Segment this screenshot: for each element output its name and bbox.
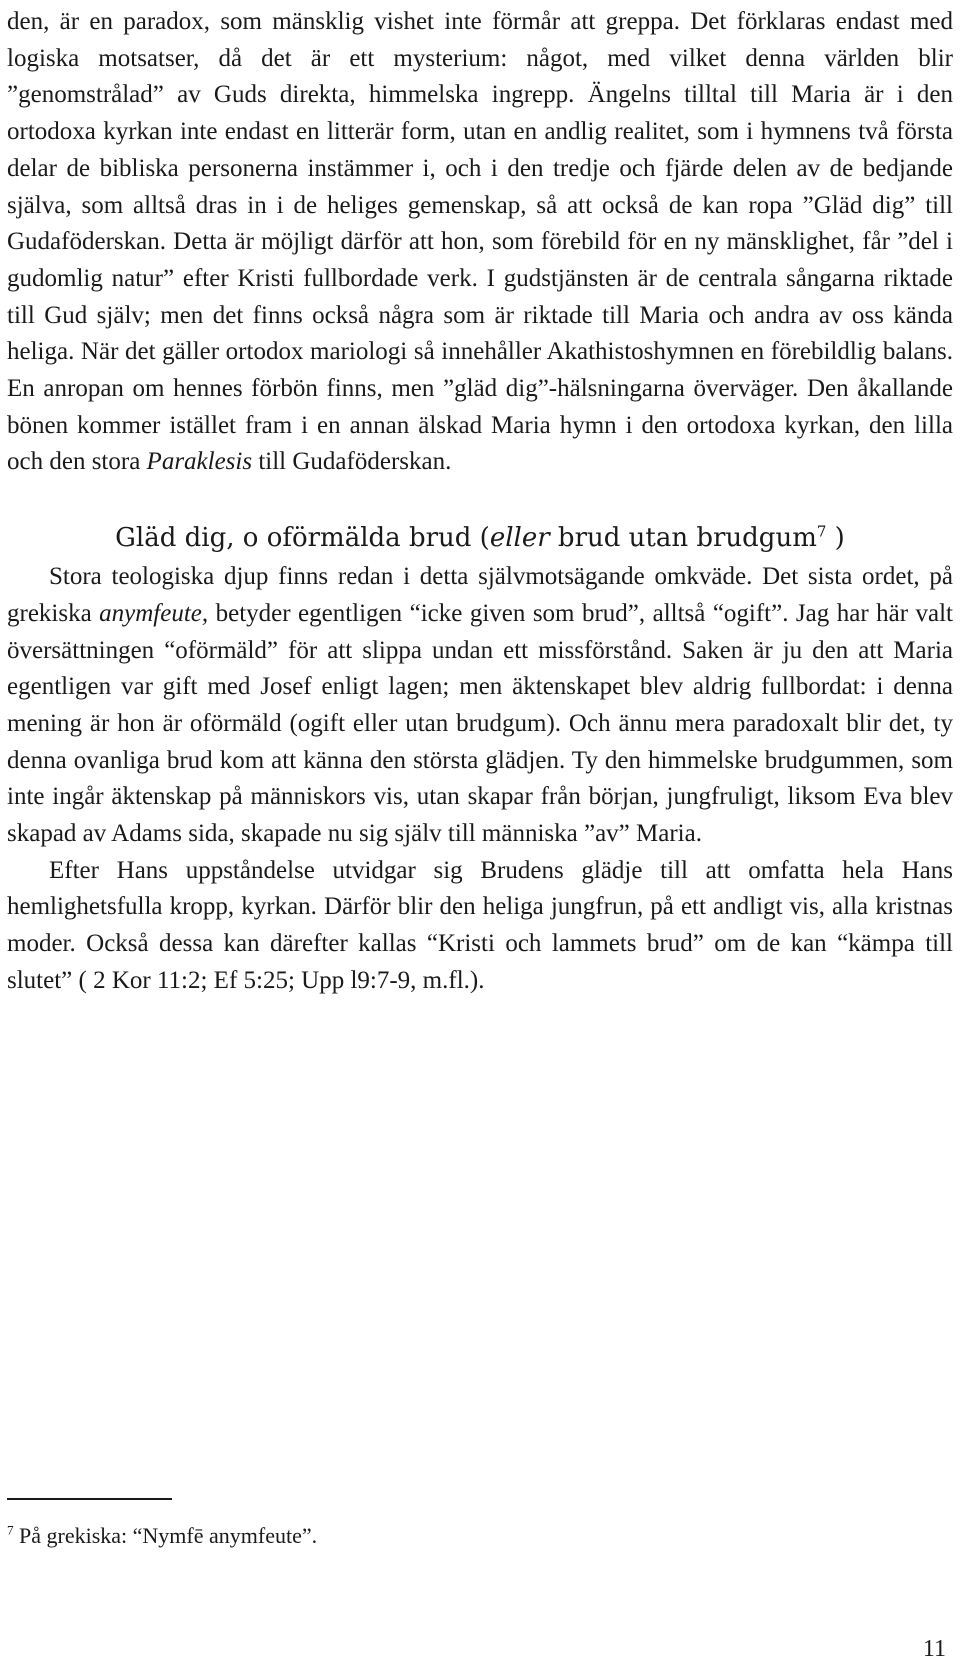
footnote-reference[interactable]: 7 bbox=[816, 522, 827, 541]
footnote bbox=[7, 1521, 317, 1551]
paragraph-theology bbox=[7, 559, 953, 853]
page-number: 11 bbox=[922, 1636, 946, 1662]
paragraph-resurrection-text: Efter Hans uppståndelse utvidgar sig Brudens glädje till att omfatta hela Hans hemlighetsfulla kropp, kyrkan. Därför blir den heliga jungfrun, på ett andligt vis, alla kristnas moder. Också dessa kan därefter kallas “Kristi och lammets brud” om de kan “kämpa till slutet” ( 2 Kor 11:2; Ef 5:25; Upp l9:7-9, m.fl.). bbox=[7, 856, 953, 994]
paragraph-theology-part-2: betyder egentligen “icke given som brud”, alltså “ogift”. Jag har här valt översättningen “oförmäld” för att slippa undan ett missförstånd. Saken är ju den att Maria egentligen var gift med Josef enligt lagen; men äktenskapet blev aldrig fullbordat: i denna mening är hon är oförmäld (ogift eller utan brudgum). Och ännu mera paradoxalt blir det, ty denna ovanliga brud kom att känna den största glädjen. Ty den himmelske brudgummen, som inte ingår äktenskap på människors vis, utan skapar från början, jungfruligt, liksom Eva blev skapad av Adams sida, skapade nu sig själv till människa ”av” Maria. bbox=[7, 599, 953, 848]
footnote-divider bbox=[7, 1498, 172, 1500]
page-body bbox=[7, 4, 953, 1000]
paraklesis-italic: Paraklesis bbox=[146, 448, 253, 476]
heading-before: Gläd dig, o oförmälda brud ( bbox=[115, 523, 490, 554]
section-heading bbox=[7, 521, 953, 555]
heading-italic: eller bbox=[489, 523, 550, 554]
paragraph-resurrection bbox=[7, 853, 953, 1000]
footnote-marker: 7 bbox=[7, 1522, 14, 1538]
paragraph-paradox bbox=[7, 4, 953, 481]
heading-after: brud utan brudgum bbox=[549, 523, 817, 554]
paragraph-theology-part-1: Stora teologiska djup finns redan i detta självmotsägande omkväde. Det sista ordet, på grekiska bbox=[7, 563, 953, 627]
paragraph-paradox-ending: till Gudaföderskan. bbox=[252, 448, 452, 476]
footnote-text: På grekiska: “Nymfē anymfeute”. bbox=[13, 1523, 318, 1548]
anymfeute-italic: anymfeute, bbox=[99, 599, 209, 627]
paragraph-paradox-text: den, är en paradox, som mänsklig vishet inte förmår att greppa. Det förklaras endast med logiska motsatser, då det är ett mysterium: något, med vilket denna världen blir ”genomstrålad” av Guds direkta, himmelska ingrepp. Ängelns tilltal till Maria är i den ortodoxa kyrkan inte endast en litterär form, utan en andlig realitet, som i hymnens två första delar de bibliska personerna instämmer i, och i den tredje och fjärde delen av de bedjande själva, som alltså dras in i de heliges gemenskap, så att också de kan ropa ”Gläd dig” till Gudaföderskan. Detta är möjligt därför att hon, som förebild för en ny mänsklighet, får ”del i gudomlig natur” efter Kristi fullbordade verk. I gudstjänsten är de centrala sångarna riktade till Gud själv; men det finns också några som är riktade till Maria och andra av oss kända heliga. När det gäller ortodox mariologi så innehåller Akathistoshymnen en förebildlig balans. En anropan om hennes förbön finns, men ”gläd dig”-hälsningarna överväger. Den åkallande bönen kommer istället fram i en annan älskad Maria hymn i den ortodoxa kyrkan, den lilla och den stora bbox=[7, 8, 953, 476]
heading-closing: ) bbox=[826, 523, 845, 554]
